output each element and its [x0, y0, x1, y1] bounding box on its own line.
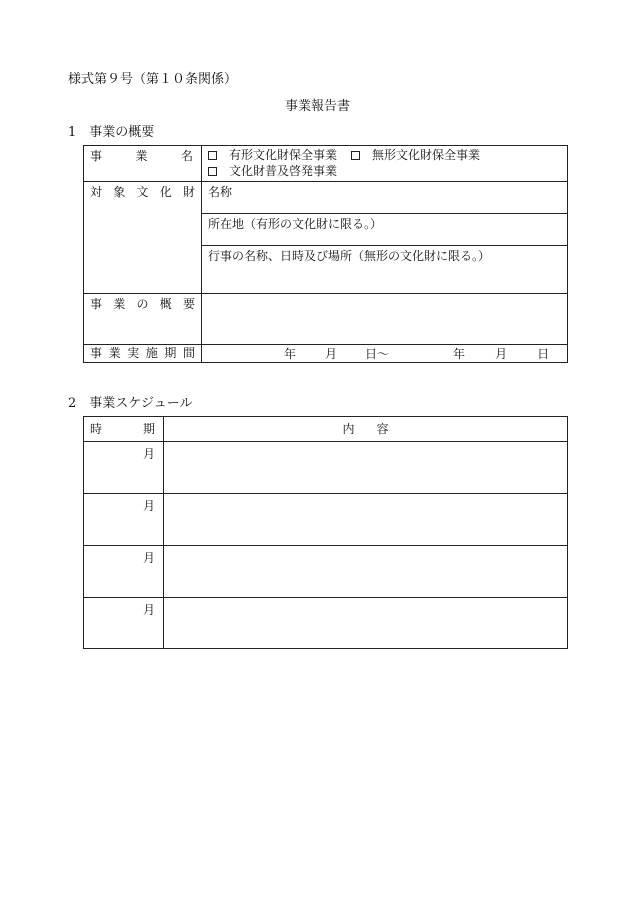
label-char: 要 [182, 297, 195, 311]
month-label: 月 [142, 603, 155, 617]
label-char: 時 [90, 422, 103, 436]
schedule-content-cell[interactable] [164, 598, 568, 649]
end-day-label: 日 [537, 346, 550, 361]
label-char: 実 [127, 346, 140, 360]
schedule-content-cell[interactable] [164, 442, 568, 494]
label-char: 文 [136, 185, 149, 199]
start-day-label: 日～ [365, 346, 390, 361]
schedule-content-cell[interactable] [164, 494, 568, 546]
document-title: 事業報告書 [285, 99, 351, 114]
label-char: 業 [135, 149, 148, 163]
month-label: 月 [142, 551, 155, 565]
label-char: 事 [90, 346, 103, 360]
schedule-row [84, 546, 568, 598]
schedule-month-cell[interactable] [84, 546, 164, 598]
property-name-field[interactable] [202, 182, 568, 214]
label-char: 事 [90, 149, 103, 163]
option-tangible-label: 有形文化財保全事業 [229, 148, 338, 162]
label-char: 財 [182, 185, 195, 199]
checkbox-promotion[interactable] [208, 167, 217, 176]
label-char: 期 [142, 422, 155, 436]
period-label-cell [84, 345, 202, 363]
label-char: 業 [113, 297, 126, 311]
label-char: 化 [159, 185, 172, 199]
project-name-label-cell [84, 146, 202, 182]
form-number: 様式第９号（第１０条関係） [68, 72, 238, 87]
property-location-field[interactable] [202, 214, 568, 246]
schedule-month-cell[interactable] [84, 598, 164, 649]
label-char: 容 [376, 422, 389, 436]
label-char: 事 [90, 297, 103, 311]
schedule-table [83, 416, 568, 649]
event-details-field[interactable] [202, 246, 568, 294]
label-char: の [136, 297, 149, 311]
checkbox-intangible[interactable] [351, 151, 360, 160]
label-char: 間 [182, 346, 195, 360]
label-char: 象 [113, 185, 126, 199]
section1-heading: 1 事業の概要 [68, 125, 155, 140]
checkbox-tangible[interactable] [208, 151, 217, 160]
label-char: 名 [180, 149, 193, 163]
label-char: 期 [164, 346, 177, 360]
schedule-content-cell[interactable] [164, 546, 568, 598]
option-intangible-label: 無形文化財保全事業 [372, 148, 481, 162]
property-name-label: 名称 [208, 185, 233, 199]
month-label: 月 [142, 499, 155, 513]
option-promotion-label: 文化財普及啓発事業 [229, 164, 338, 178]
project-type-line-1 [202, 147, 567, 163]
schedule-row [84, 442, 568, 494]
label-char: 業 [108, 346, 121, 360]
project-type-line-2 [202, 163, 567, 179]
start-month-label: 月 [325, 346, 338, 361]
project-summary-label-cell [84, 294, 202, 345]
project-type-cell [202, 146, 568, 182]
overview-table [83, 145, 568, 363]
label-char: 内 [342, 422, 355, 436]
month-label: 月 [142, 447, 155, 461]
label-char: 対 [90, 185, 103, 199]
label-char: 概 [159, 297, 172, 311]
schedule-month-cell[interactable] [84, 494, 164, 546]
start-year-label: 年 [284, 346, 297, 361]
section2-heading: 2 事業スケジュール [68, 396, 193, 411]
schedule-month-cell[interactable] [84, 442, 164, 494]
project-summary-field[interactable] [202, 294, 568, 345]
end-year-label: 年 [453, 346, 466, 361]
event-details-label: 行事の名称、日時及び場所（無形の文化財に限る。） [208, 249, 491, 263]
end-month-label: 月 [495, 346, 508, 361]
cultural-property-label-cell [84, 182, 202, 294]
label-char: 施 [145, 346, 158, 360]
property-location-label: 所在地（有形の文化財に限る。） [208, 217, 383, 231]
schedule-header-time [84, 417, 164, 442]
schedule-header-content [164, 417, 568, 442]
period-field[interactable] [202, 345, 568, 363]
schedule-row [84, 598, 568, 649]
schedule-row [84, 494, 568, 546]
